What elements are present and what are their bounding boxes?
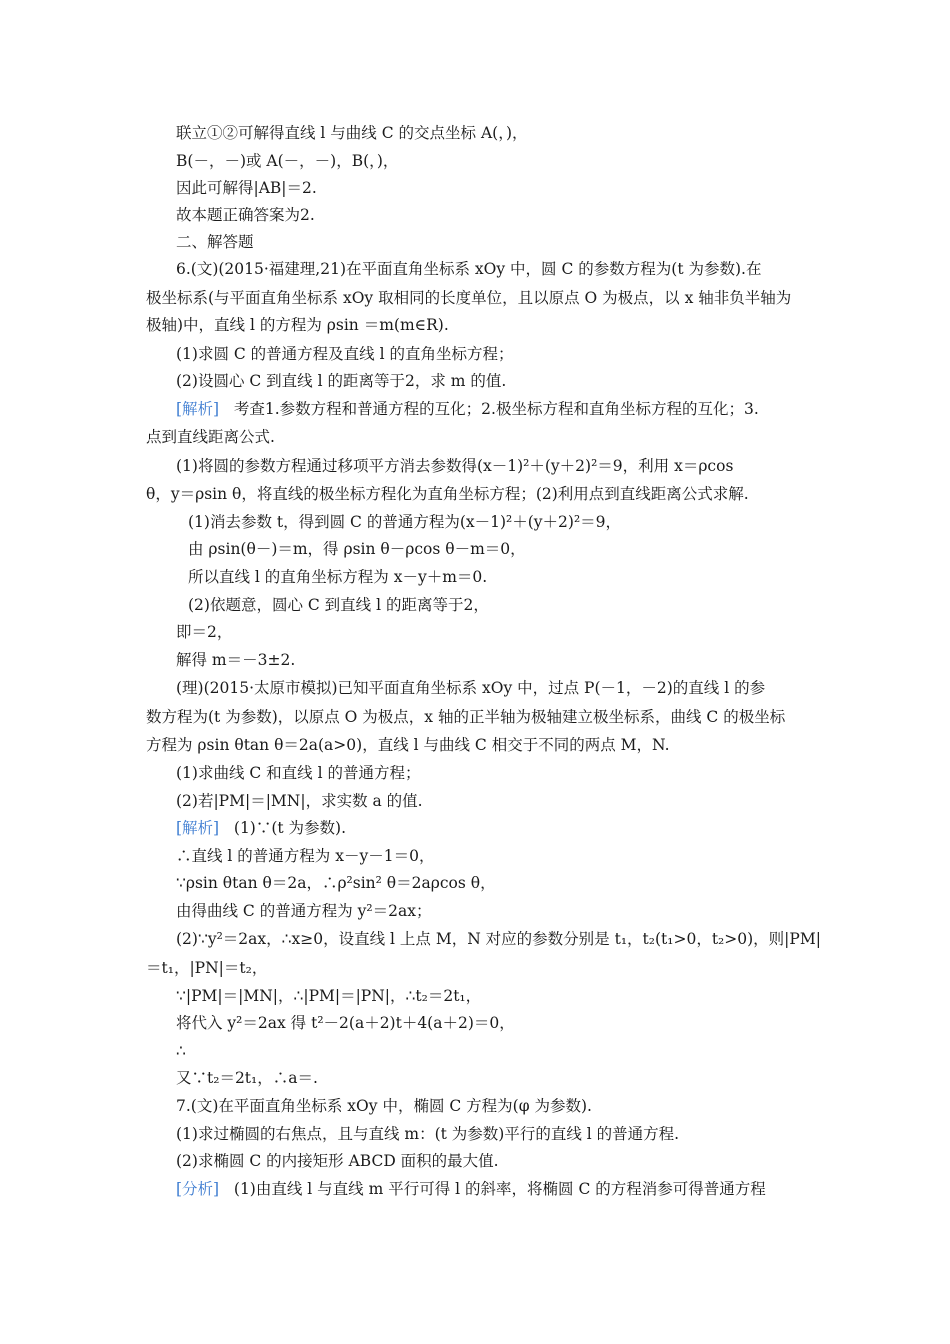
text-line: 点到直线距离公式. [146, 428, 275, 446]
text-line: 故本题正确答案为2. [176, 206, 315, 224]
text-line: ∴ [176, 1042, 186, 1060]
problem-6-line: 极坐标系(与平面直角坐标系 xOy 取相同的长度单位，且以原点 O 为极点，以 x 轴非负半轴为 [146, 289, 792, 307]
text-line: 又∵t₂＝2t₁，∴a＝. [176, 1069, 318, 1087]
analysis-text: 考查1.参数方程和普通方程的互化；2.极坐标方程和直角坐标方程的互化；3. [233, 400, 759, 418]
text-line: 即＝2， [176, 623, 233, 641]
text-line: 因此可解得|AB|＝2. [176, 179, 317, 197]
analysis-line [176, 399, 759, 419]
text-line: ∵ρsin θtan θ＝2a，∴ρ²sin² θ＝2aρcos θ， [176, 874, 496, 892]
analysis-text: (1)由直线 l 与直线 m 平行可得 l 的斜率，将椭圆 C 的方程消参可得普通方程 [233, 1180, 766, 1198]
text-line: 解得 m＝－3±2. [176, 651, 296, 669]
question-2: (2)求椭圆 C 的内接矩形 ABCD 面积的最大值. [176, 1152, 499, 1170]
text-line: θ，y＝ρsin θ，将直线的极坐标方程化为直角坐标方程；(2)利用点到直线距离公式求解. [146, 485, 749, 503]
question-1: (1)求圆 C 的普通方程及直线 l 的直角坐标方程； [176, 345, 514, 363]
text-line: 所以直线 l 的直角坐标方程为 x－y＋m＝0. [188, 568, 488, 586]
text-line: ∴直线 l 的普通方程为 x－y－1＝0， [176, 847, 435, 865]
text-line: (1)消去参数 t，得到圆 C 的普通方程为(x－1)²＋(y＋2)²＝9， [188, 513, 622, 531]
analysis-line [176, 1179, 766, 1199]
text-line: B(－，－)或 A(－，－)，B(，)， [176, 152, 399, 170]
problem-6b-line: 方程为 ρsin θtan θ＝2a(a>0)，直线 l 与曲线 C 相交于不同的两点 M，N. [146, 736, 670, 754]
text-line: 由得曲线 C 的普通方程为 y²＝2ax； [176, 902, 432, 920]
problem-6b-line: 数方程为(t 为参数)，以原点 O 为极点，x 轴的正半轴为极轴建立极坐标系，曲线 C 的极坐标 [146, 708, 786, 726]
text-line: (2)依题意，圆心 C 到直线 l 的距离等于2， [188, 596, 489, 614]
question-2: (2)若|PM|＝|MN|，求实数 a 的值. [176, 792, 423, 810]
question-1: (1)求过椭圆的右焦点，且与直线 m：(t 为参数)平行的直线 l 的普通方程. [176, 1125, 680, 1143]
analysis-text: (1)∵(t 为参数). [233, 819, 347, 837]
text-line: 由 ρsin(θ－)＝m，得 ρsin θ－ρcos θ－m＝0， [188, 540, 526, 558]
analysis-tag: [解析] [176, 819, 220, 837]
text-line: ＝t₁，|PN|＝t₂， [146, 959, 268, 977]
problem-6-line: 6.(文)(2015·福建理,21)在平面直角坐标系 xOy 中，圆 C 的参数方程为(t 为参数).在 [176, 260, 762, 278]
analysis-line [176, 818, 346, 838]
analysis-tag: [解析] [176, 400, 220, 418]
question-1: (1)求曲线 C 和直线 l 的普通方程； [176, 764, 421, 782]
text-line: 联立①②可解得直线 l 与曲线 C 的交点坐标 A(，)， [176, 124, 528, 142]
problem-6b-line: (理)(2015·太原市模拟)已知平面直角坐标系 xOy 中，过点 P(－1，－2)的直线 l 的参 [176, 679, 766, 697]
text-line: 将代入 y²＝2ax 得 t²－2(a＋2)t＋4(a＋2)＝0， [176, 1014, 515, 1032]
analysis-tag: [分析] [176, 1180, 220, 1198]
question-2: (2)设圆心 C 到直线 l 的距离等于2，求 m 的值. [176, 372, 507, 390]
section-heading: 二、解答题 [176, 233, 254, 251]
problem-7-line: 7.(文)在平面直角坐标系 xOy 中，椭圆 C 方程为(φ 为参数). [176, 1097, 592, 1115]
problem-6-line: 极轴)中，直线 l 的方程为 ρsin ＝m(m∈R). [146, 316, 449, 334]
text-line: ∵|PM|＝|MN|，∴|PM|＝|PN|，∴t₂＝2t₁， [176, 987, 482, 1005]
text-line: (1)将圆的参数方程通过移项平方消去参数得(x－1)²＋(y＋2)²＝9，利用 x＝ρcos [176, 457, 734, 475]
text-line: (2)∵y²＝2ax，∴x≥0，设直线 l 上点 M，N 对应的参数分别是 t₁，t₂(t₁>0，t₂>0)，则|PM| [176, 930, 821, 948]
